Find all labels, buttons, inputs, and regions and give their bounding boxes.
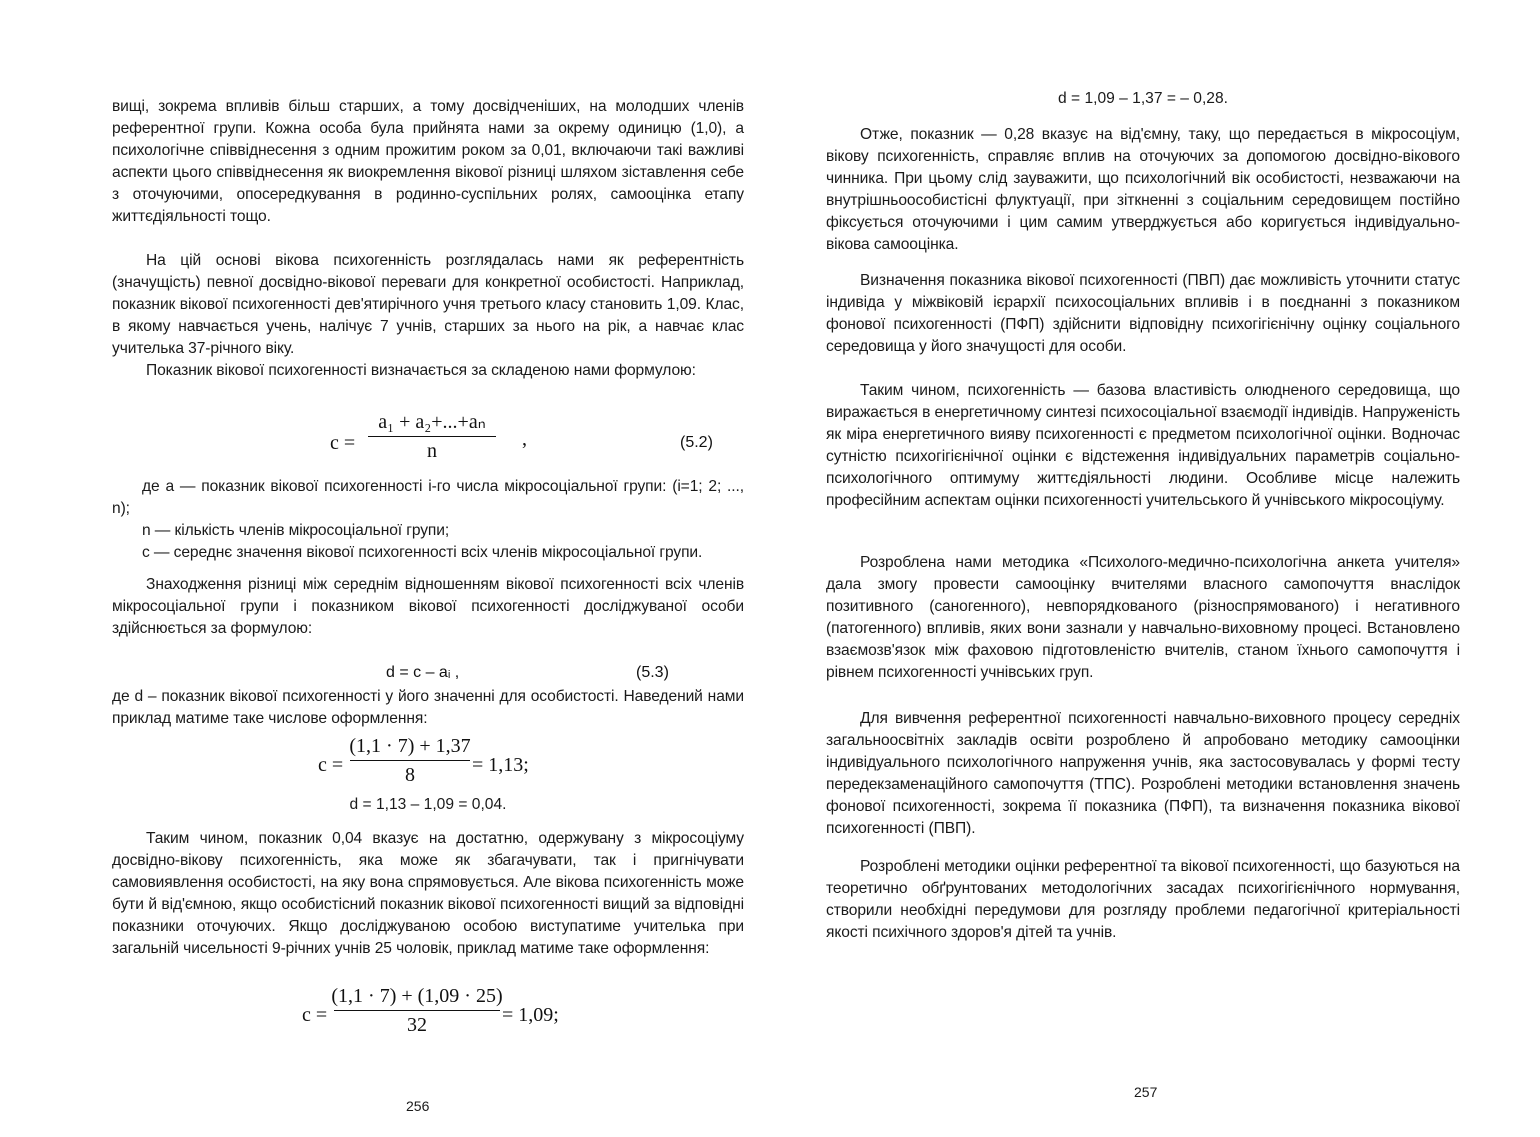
- paragraph-text: Для вивчення референтної психогенності навчально-виховного процесу середніх загальноосвітніх закладів освіти розроблено й апробовано методику самооцінки індивідуального психологічного напруження учнів, яка застосовувалась у формі тесту передекзаменаційного самопочуття (ТПС). Розроблені методики встановлення значень фонової психогенності, зокрема її показника (ПФП), та визначення показника вікової психогенності (ПВП).: [826, 710, 1460, 837]
- formula-rhs: = 1,13;: [472, 754, 529, 776]
- equation-number: (5.3): [636, 664, 669, 681]
- paragraph-text: На цій основі вікова психогенність розглядалась нами як референтність (значущість) певної досвідно-вікової переваги для конкретної особистості. Наприклад, показник вікової психогенності дев'ятирічного учня третього класу становить 1,09. Клас, в якому навчається учень, налічує 7 учнів, старших за нього на рік, а навчає клас учителька 37-річного віку.: [112, 252, 744, 357]
- left-paragraph-6: [112, 828, 744, 960]
- right-paragraph-6: [826, 856, 1460, 944]
- formula-comma: ,: [522, 428, 527, 450]
- example-formula-2: [112, 984, 744, 1044]
- formula-denominator: 32: [407, 1014, 427, 1036]
- paragraph-text: де d – показник вікової психогенності у його значенні для особистості. Наведений нами приклад матиме таке числове оформлення:: [112, 688, 744, 727]
- formula-expression: d = c – aᵢ ,: [386, 664, 460, 681]
- left-page: [112, 0, 744, 1137]
- right-paragraph-5: [826, 708, 1460, 840]
- definition-n: n — кількість членів мікросоціальної групи;: [142, 522, 450, 539]
- formula-rhs: = 1,09;: [502, 1004, 559, 1026]
- left-paragraph-1: [112, 96, 744, 228]
- fraction-bar: [350, 760, 470, 761]
- paragraph-text: Розроблена нами методика «Психолого-медично-психологічна анкета учителя» дала змогу провести самооцінку вчителями власного самопочуття внаслідок позитивного (саногенного), невпорядкованого (різноспрямованого) і негативного (патогенного) впливів, яких вони зазнали у навчально-виховному процесі. Встановлено взаємозв'язок між фаховою підготовленістю вчителів, станом їхнього самопочуття і рівнем психогенності учнівських груп.: [826, 554, 1460, 681]
- example-result-1: d = 1,13 – 1,09 = 0,04.: [349, 796, 507, 813]
- formula-5-2: [112, 410, 744, 470]
- left-paragraph-3: [112, 360, 744, 382]
- right-result-line: d = 1,09 – 1,37 = – 0,28.: [1058, 90, 1228, 107]
- fraction-bar: [334, 1010, 500, 1011]
- paragraph-text: вищі, зокрема впливів більш старших, а тому досвідченіших, на молодших членів референтної групи. Кожна особа була прийнята нами за окрему одиницю (1,0), а психологічне співвіднесення з одним прожитим роком за 0,01, включаючи такі важливі аспекти цього співвіднесення як виокремлення вікової різниці шляхом зіставлення себе з оточуючими, опосередкування в родинно-суспільних ролях, самооцінка етапу життєдіяльності тощо.: [112, 98, 744, 225]
- formula-lhs: c =: [330, 432, 356, 454]
- paragraph-text: Показник вікової психогенності визначається за складеною нами формулою:: [146, 362, 696, 379]
- paragraph-text: Визначення показника вікової психогенності (ПВП) дає можливість уточнити статус індивіда у міжвіковій ієрархії психосоціальних впливів і в поєднанні з показником фонової психогенності (ПФП) здійснити відповідну психогігієнічну оцінку соціального середовища у його значущості для особи.: [826, 272, 1460, 355]
- formula-fraction: [331, 984, 503, 1037]
- left-paragraph-4: [112, 574, 744, 640]
- formula-numerator: a₁ + a₂+...+aₙ: [378, 411, 486, 433]
- right-paragraph-2: [826, 270, 1460, 358]
- page-number: 257: [1134, 1084, 1158, 1100]
- paragraph-text: Отже, показник — 0,28 вказує на від'ємну, таку, що передається в мікросоціум, вікову психогенність, справляє вплив на оточуючих за допомогою досвідно-вікового чинника. При цьому слід зауважити, що психологічний вік особистості, незважаючи на внутрішньоособистісні флуктуації, при зіткненні з соціальним середовищем постійно фіксується оточуючими і цим самим утверджується або коригується індивідуально-вікова самооцінка.: [826, 126, 1460, 253]
- left-paragraph-2: [112, 250, 744, 360]
- paragraph-text: Знаходження різниці між середнім відношенням вікової психогенності всіх членів мікросоціальної групи і показником вікової психогенності досліджуваної особи здійснюється за формулою:: [112, 576, 744, 637]
- formula-5-3: [112, 662, 744, 688]
- paragraph-text: Розроблені методики оцінки референтної та вікової психогенності, що базуються на теоретично обґрунтованих методологічних засадах психогігієнічного нормування, створили необхідні передумови для розгляду проблеми педагогічної критеріальності якості психічного здоров'я дітей та учнів.: [826, 858, 1460, 941]
- right-page: [826, 0, 1460, 1137]
- formula-lhs: c =: [318, 754, 344, 776]
- right-paragraph-3: [826, 380, 1460, 512]
- paragraph-text: Таким чином, психогенність — базова властивість олюдненого середовища, що виражається в енергетичному синтезі психосоціальної взаємодії індивідів. Напруженість як міра енергетичного вияву психогенності є предметом психологічної оцінки. Водночас сутністю психогігієнічної оцінки є відстеження індивідуальних параметрів соціально-психологічного оптимуму життєдіяльності людини. Особливе місце належить професійним аспектам оцінки психогенності учительського й учнівського мікросоціуму.: [826, 382, 1460, 509]
- formula-denominator: 8: [405, 764, 415, 786]
- left-definitions: [112, 476, 744, 564]
- fraction-bar: [368, 436, 496, 437]
- right-paragraph-1: [826, 124, 1460, 256]
- definition-c: c — середнє значення вікової психогенності всіх членів мікросоціальної групи.: [142, 544, 703, 561]
- formula-fraction: [368, 410, 496, 463]
- equation-number: (5.2): [680, 434, 713, 451]
- formula-numerator: (1,1 · 7) + 1,37: [349, 735, 471, 757]
- paragraph-text: Таким чином, показник 0,04 вказує на достатню, одержувану з мікросоціуму досвідно-вікову психогенність, яка може як збагачувати, так і пригнічувати самовиявлення особистості, на яку вона спрямовується. Але вікова психогенність може бути й від'ємною, якщо особистісний показник вікової психогенності вищий за відповідні показники оточуючих. Якщо досліджуваною особою виступатиме учителька при загальній чисельності 9-річних учнів 25 чоловік, приклад матиме таке оформлення:: [112, 830, 744, 957]
- formula-numerator: (1,1 · 7) + (1,09 · 25): [331, 985, 503, 1007]
- formula-denominator: n: [427, 440, 437, 462]
- example-formula-1: [112, 734, 744, 794]
- formula-lhs: c =: [302, 1004, 328, 1026]
- formula-fraction: [350, 734, 470, 787]
- right-paragraph-4: [826, 552, 1460, 684]
- definition-a: де a — показник вікової психогенності i-го числа мікросоціальної групи: (i=1; 2; ..., n);: [112, 478, 744, 517]
- page-number: 256: [406, 1098, 430, 1114]
- left-paragraph-5: [112, 686, 744, 730]
